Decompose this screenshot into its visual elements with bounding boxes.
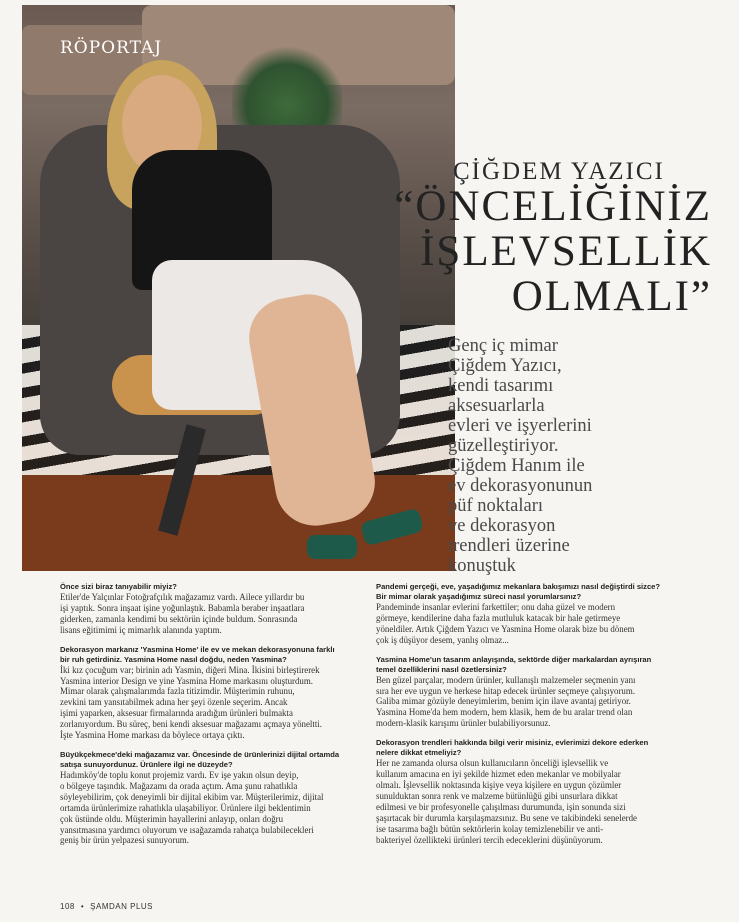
- question: Dekorasyon markanız 'Yasmina Home' ile ev ve mekan dekorasyonuna farklı bir ruh getirdiniz. Yasmina Home nasıl doğdu, neden Yasmina?: [60, 644, 335, 664]
- answer: Her ne zamanda olursa olsun kullanıcıların önceliği işlevsellik ve kullanım amacına en iyi şekilde hizmet eden mekanlar ve mobilyalar olmalı. İşlevsellik noktasında kişiye veya kişilere en uygun çözümler sunulduktan sonra renk ve malzeme bütünlüğü gibi unsurlara dikkat edilmesi ve bir profesyonelle çalışılması durumunda, işin sonunda sizi şaşırtacak bir durumla karşılaşmazsınız. Bu sene ve takibindeki senelerde ise tasarıma bağlı bütün sektörlerin kolay temizlenebilir ve anti- bakteriyel özellikteki ürünleri tercih edeceklerini düşünüyorum.: [376, 758, 637, 845]
- question: Yasmina Home'un tasarım anlayışında, sektörde diğer markalardan ayrışıran temel özelliklerini nasıl özetlersiniz?: [376, 654, 652, 674]
- intro-line: Genç iç mimar: [448, 336, 558, 356]
- intro-line: Çiğdem Yazıcı,: [448, 356, 562, 376]
- footer-separator: •: [80, 902, 85, 911]
- intro-line: Çiğdem Hanım ile: [448, 456, 585, 476]
- intro-line: güzelleştiriyor.: [448, 436, 559, 456]
- page-footer: [60, 902, 159, 911]
- question: Önce sizi biraz tanıyabilir miyiz?: [60, 582, 177, 591]
- intro-line: ev dekorasyonunun: [448, 476, 593, 496]
- right-column: [376, 582, 716, 854]
- headline-line: OLMALI”: [511, 273, 712, 320]
- interviewee-name: ÇİĞDEM YAZICI: [453, 158, 665, 185]
- answer: Etiler'de Yalçınlar Fotoğrafçılık mağazamız vardı. Ailece yıllardır bu işi yaptık. Sonra inşaat işine yoğunlaştık. Babamla beraber inşaatlara giderken, zamanla kendimi bu sektörün içinde buldum. Sonrasında lisans eğitimimi iç mimarlık alanında yaptım.: [60, 592, 305, 635]
- answer: Pandeminde insanlar evlerini farkettiler; onu daha güzel ve modern görmeye, kendilerine daha fazla mutluluk katacak bir hale getirmeye yöneldiler. Artık Çiğdem Yazıcı ve Yasmina Home olarak bize bu dönem çok iş düşüyor desem, yanlış olmaz...: [376, 602, 635, 645]
- intro-line: kendi tasarımı: [448, 376, 554, 396]
- answer: İki kız çocuğum var; birinin adı Yasmin, diğeri Mina. İkisini birleştirerek Yasmina interior Design ve yine Yasmina Home markasını oluşturdum. Mimar olarak çalışmalarımda fazla titizimdir. Müşterimin ruhunu, zevkini tam yansıtabilmek adına her şeyi özenle seçerim. Ancak işimi yaparken, aksesuar firmalarında aradığım ürünleri bulmakta zorlanıyordum. Bu süreç, beni kendi aksesuar mağazamı açmaya yöneltti. İşte Yasmina Home markası da böylece ortaya çıktı.: [60, 664, 322, 741]
- question: Dekorasyon trendleri hakkında bilgi verir misiniz, evlerimizi dekore ederken nelere dikkat etmeliyiz?: [376, 738, 649, 758]
- intro-line: konuştuk: [448, 556, 516, 576]
- headline: [352, 184, 712, 319]
- answer: Hadımköy'de toplu konut projemiz vardı. Ev işe yakın olsun deyip, o bölgeye taşındık. Mağazamı da orada açtım. Ama şunu rahatlıkla söyleyebilirim, çok deneyimli bir dijital ekibim var. Müşterilerimiz, dijital ortamda ürünlerimize rahatlıkla ulaşabiliyor. Ürünlere ilgi beklentimin çok üstünde oldu. Müşterimin hayallerini anlayıp, onları doğru yansıtmasına yardımcı oluyorum ve ısağazamda rahatça bulabilecekleri geniş bir ürün yelpazesi sunuyorum.: [60, 769, 324, 846]
- magazine-name: ŞAMDAN PLUS: [90, 902, 154, 911]
- intro-line: evleri ve işyerlerini: [448, 416, 592, 436]
- question: Pandemi gerçeği, eve, yaşadığımız mekanlara bakışımızı nasıl değiştirdi sizce? Bir mimar olarak yaşadığımız süreci nasıl yorumlarsınız?: [376, 582, 661, 601]
- headline-line: İŞLEVSELLİK: [420, 228, 712, 275]
- intro-line: püf noktaları: [448, 496, 544, 516]
- intro-line: trendleri üzerine: [448, 536, 570, 556]
- left-column: [60, 582, 400, 855]
- intro-text: [448, 336, 718, 576]
- question: Büyükçekmece'deki mağazamız var. Öncesinde de ürünlerinizi dijital ortamda satışa sunuyordunuz. Ürünlere ilgi ne düzeyde?: [60, 749, 340, 769]
- answer: Ben güzel parçalar, modern ürünler, kullanışlı malzemeler seçmenin yanı sıra her eve uygun ve herkese hitap edecek ürünler seçmeye çalışıyorum. Galiba mimar gözüyle deneyimlerim, benim için ilave avantaj getiriyor. Yasmina Home'da hem modern, hem klasik, hem de bu aralar trend olan modern-klasik karışımı ürünler bulabiliyorsunuz.: [376, 674, 636, 729]
- intro-line: ve dekorasyon: [448, 516, 556, 536]
- intro-line: aksesuarlarla: [448, 396, 545, 416]
- section-tag: RÖPORTAJ: [60, 38, 163, 58]
- page-number: 108: [60, 902, 75, 911]
- headline-line: “ÖNCELİĞİNİZ: [394, 183, 712, 230]
